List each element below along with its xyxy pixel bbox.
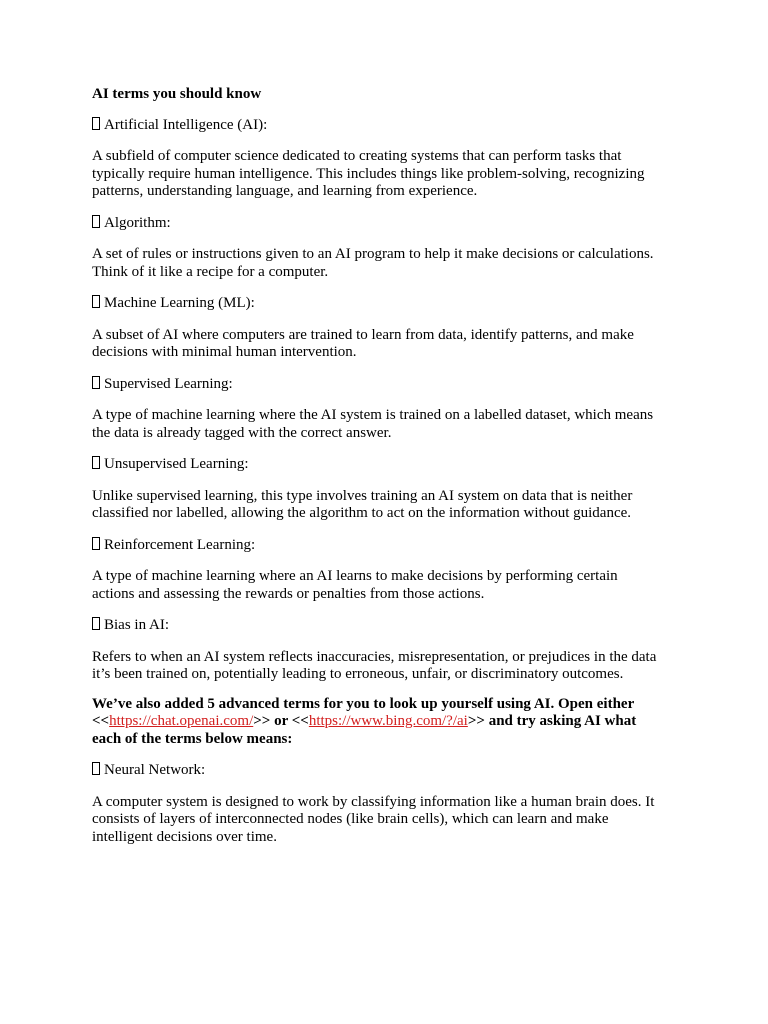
- definition-line: typically require human intelligence. This includes things like problem-solving, recognizing: [92, 165, 645, 182]
- callout-links-line: [92, 713, 692, 731]
- advanced-terms-callout: [92, 696, 692, 749]
- callout-middle: >> or <<: [253, 713, 309, 729]
- term-label: Reinforcement Learning:: [104, 536, 256, 553]
- term-label: Unsupervised Learning:: [104, 456, 249, 472]
- chatgpt-link[interactable]: https://chat.openai.com/: [109, 713, 254, 729]
- definition-line: the data is already tagged with the correct answer.: [92, 424, 392, 441]
- missing-glyph-icon: [92, 295, 100, 308]
- missing-glyph-icon: [92, 762, 100, 775]
- definition-line: A type of machine learning where the AI system is trained on a labelled dataset, which means: [92, 407, 654, 423]
- term-label: Supervised Learning:: [104, 375, 233, 392]
- definition-line: patterns, understanding language, and learning from experience.: [92, 183, 478, 199]
- missing-glyph-icon: [92, 617, 100, 630]
- callout-suffix: >> and try asking AI what: [467, 713, 637, 729]
- term-heading: [92, 215, 692, 233]
- term-heading: [92, 617, 692, 635]
- term-definition: [92, 246, 692, 281]
- term-definition: [92, 649, 692, 684]
- definition-line: Unlike supervised learning, this type involves training an AI system on data that is neither: [92, 487, 633, 504]
- document-title: AI terms you should know: [92, 86, 262, 102]
- term-definition: [92, 327, 692, 362]
- definition-line: A computer system is designed to work by classifying information like a human brain does. It: [92, 793, 655, 810]
- definition-line: intelligent decisions over time.: [92, 828, 277, 845]
- definition-line: classified nor labelled, allowing the algorithm to act on the information without guidance.: [92, 505, 632, 521]
- term-label: Algorithm:: [104, 214, 171, 231]
- term-heading: [92, 537, 692, 555]
- definition-line: A set of rules or instructions given to an AI program to help it make decisions or calculations.: [92, 246, 654, 262]
- term-heading: [92, 762, 692, 780]
- term-label: Machine Learning (ML):: [104, 295, 255, 311]
- missing-glyph-icon: [92, 456, 100, 469]
- definition-line: Think of it like a recipe for a computer.: [92, 263, 329, 280]
- definition-line: decisions with minimal human intervention.: [92, 344, 357, 360]
- term-label: Neural Network:: [104, 762, 206, 778]
- definition-line: consists of layers of interconnected nodes (like brain cells), which can learn and make: [92, 811, 609, 827]
- bing-ai-link[interactable]: https://www.bing.com/?/ai: [308, 713, 468, 729]
- definition-line: Refers to when an AI system reflects inaccuracies, misrepresentation, or prejudices in the data: [92, 648, 657, 665]
- callout-line: each of the terms below means:: [92, 730, 293, 747]
- term-heading: [92, 295, 692, 313]
- term-definition: [92, 407, 692, 442]
- term-definition: [92, 794, 692, 847]
- callout-prefix: <<: [92, 713, 110, 729]
- term-label: Bias in AI:: [104, 617, 170, 633]
- term-label: Artificial Intelligence (AI):: [104, 116, 268, 133]
- missing-glyph-icon: [92, 537, 100, 550]
- missing-glyph-icon: [92, 215, 100, 228]
- definition-line: A subset of AI where computers are trained to learn from data, identify patterns, and make: [92, 326, 634, 343]
- missing-glyph-icon: [92, 376, 100, 389]
- document-body: [92, 86, 692, 860]
- definition-line: A subfield of computer science dedicated to creating systems that can perform tasks that: [92, 148, 622, 164]
- term-heading: [92, 376, 692, 394]
- callout-line: We’ve also added 5 advanced terms for you to look up yourself using AI. Open either: [92, 695, 635, 712]
- term-definition: [92, 568, 692, 603]
- definition-line: actions and assessing the rewards or penalties from those actions.: [92, 585, 485, 602]
- term-definition: [92, 488, 692, 523]
- definition-line: A type of machine learning where an AI learns to make decisions by performing certain: [92, 568, 618, 584]
- term-heading: [92, 456, 692, 474]
- definition-line: it’s been trained on, potentially leading to erroneous, unfair, or discriminatory outcomes.: [92, 666, 624, 682]
- term-heading: [92, 117, 692, 135]
- term-definition: [92, 148, 692, 201]
- missing-glyph-icon: [92, 117, 100, 130]
